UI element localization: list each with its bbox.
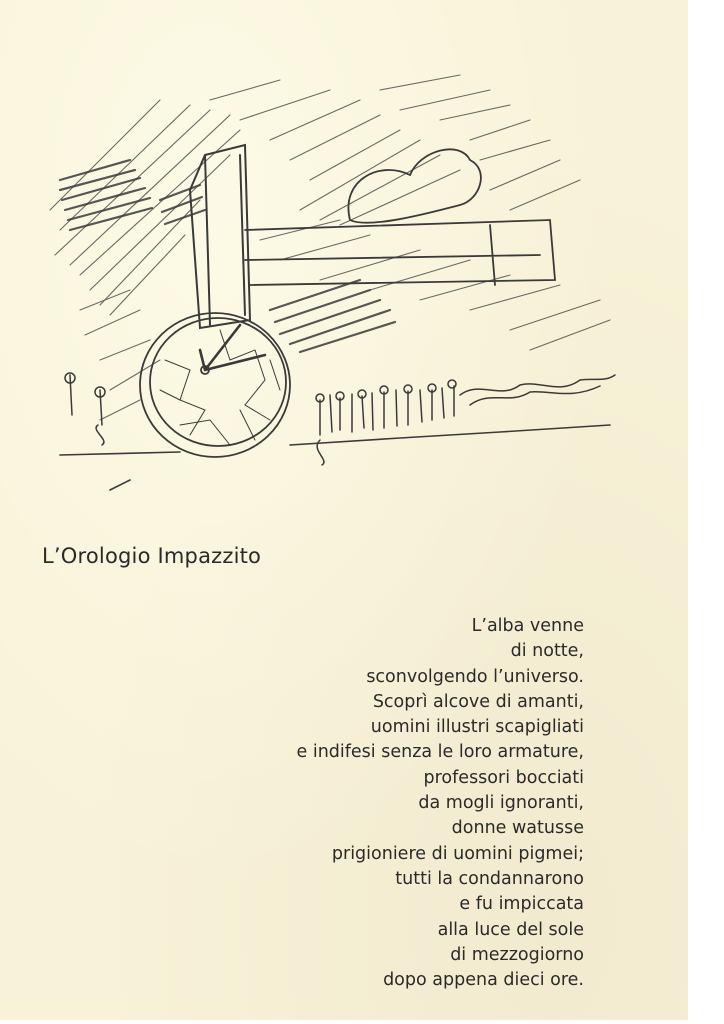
poem-line: sconvolgendo l’universo. xyxy=(366,666,584,687)
sketch-tower xyxy=(190,145,250,328)
poem-line: e fu impiccata xyxy=(459,894,584,915)
poem-line: prigioniere di uomini pigmei; xyxy=(331,843,584,864)
poem-line: di notte, xyxy=(510,641,584,662)
poem-title: L’Orologio Impazzito xyxy=(42,544,262,568)
pencil-sketch-illustration xyxy=(40,60,640,500)
poem-line: professori bocciati xyxy=(423,767,584,788)
poem-line: L’alba venne xyxy=(471,616,584,636)
poem-line: Scoprì alcove di amanti, xyxy=(372,691,584,712)
poem-text xyxy=(124,614,584,993)
sketch-figures-row xyxy=(65,373,615,465)
poem-line: uomini illustri scapigliati xyxy=(370,717,584,738)
poem-line: tutti la condannarono xyxy=(395,868,584,889)
poem-line: e indifesi senza le loro armature, xyxy=(296,742,584,763)
poem-line: di mezzogiorno xyxy=(450,944,584,965)
sketch-ground xyxy=(60,425,610,490)
poem-line: dopo appena dieci ore. xyxy=(383,970,584,991)
poem-line: donne watusse xyxy=(451,818,584,839)
sketch-clock xyxy=(140,313,290,457)
page-margin xyxy=(688,0,724,1024)
poem-line: da mogli ignoranti, xyxy=(418,793,584,814)
poem-line: alla luce del sole xyxy=(437,919,584,940)
sketch-hatching xyxy=(50,75,610,420)
